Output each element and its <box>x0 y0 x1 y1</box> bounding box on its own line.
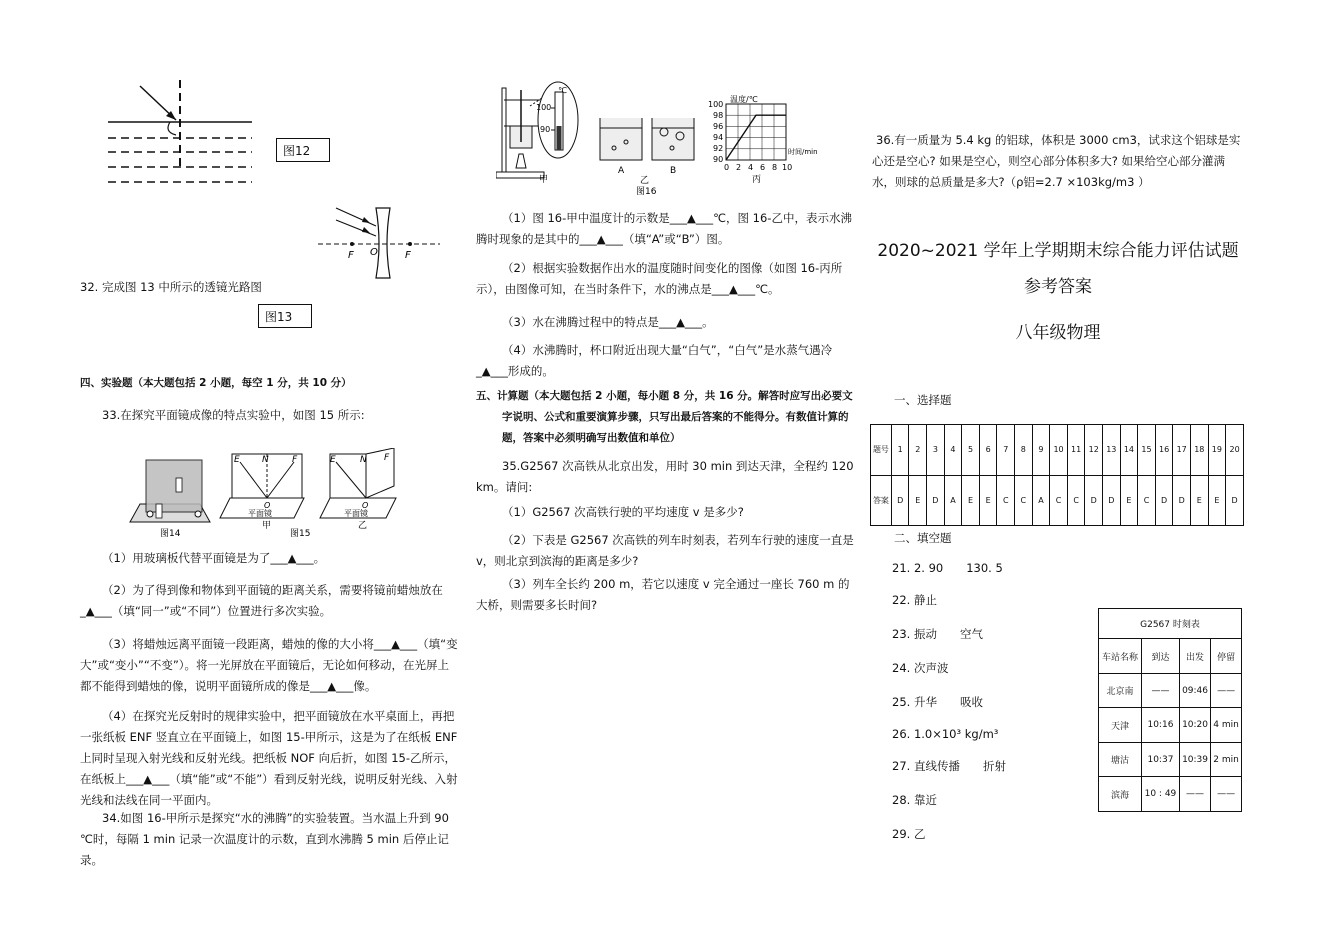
answer-table-answer: D <box>1173 475 1191 526</box>
timetable-cell: 09:46 <box>1179 673 1210 708</box>
graph-x-tick-3: 6 <box>760 163 766 172</box>
fill-answer-22: 22. 静止 <box>892 593 937 607</box>
answer-table-question-number: 11 <box>1067 425 1085 476</box>
question-35-3: （3）列车全长约 200 m，若它以速度 v 完全通过一座长 760 m 的大桥，则需要多长时间? <box>476 577 850 612</box>
question-33-1: （1）用玻璃板代替平面镜是为了___▲___。 <box>102 551 326 565</box>
answer-table-question-number: 14 <box>1120 425 1138 476</box>
fill-answer-23: 23. 振动 空气 <box>892 627 983 641</box>
answer-table-answer: A <box>1032 475 1050 526</box>
answer-table-answer: C <box>1050 475 1068 526</box>
answer-table-question-number: 19 <box>1208 425 1226 476</box>
graph-x-tick-1: 2 <box>736 163 742 172</box>
figure-12-label: 图12 <box>276 138 330 162</box>
svg-text:N: N <box>262 455 269 465</box>
lens-focus-right-label: F <box>405 250 411 261</box>
answer-table-question-number: 3 <box>927 425 945 476</box>
answer-table-question-number: 7 <box>997 425 1015 476</box>
graph-y-tick-4: 98 <box>713 111 724 120</box>
answer-table-question-number: 16 <box>1155 425 1173 476</box>
figure-13-label: 图13 <box>258 304 312 328</box>
part-1-heading: 一、选择题 <box>894 393 952 407</box>
answer-table-answer: C <box>1138 475 1156 526</box>
timetable-cell: 北京南 <box>1099 673 1142 708</box>
answer-table-question-number: 4 <box>944 425 962 476</box>
svg-text:O: O <box>264 501 271 510</box>
answer-table-answer: E <box>1120 475 1138 526</box>
timetable-cell: 10:37 <box>1142 742 1180 777</box>
graph-y-tick-3: 96 <box>713 122 724 131</box>
question-35-1: （1）G2567 次高铁行驶的平均速度 v 是多少? <box>502 505 744 519</box>
timetable-row <box>1099 708 1242 743</box>
timetable-cell: —— <box>1142 673 1180 708</box>
answer-table-answer: E <box>962 475 980 526</box>
figure-16-diagram <box>496 80 826 195</box>
fill-answer-24: 24. 次声波 <box>892 661 949 675</box>
svg-text:F: F <box>292 455 298 465</box>
graph-x-tick-5: 10 <box>782 163 793 172</box>
question-34: 34.如图 16-甲所示是探究“水的沸腾”的实验装置。当水温上升到 90 ℃时，每隔 1 min 记录一次温度计的示数，直到水沸腾 5 min 后停止记录。 <box>80 811 449 867</box>
timetable-cell: —— <box>1179 777 1210 812</box>
answer-table-question-number: 15 <box>1138 425 1156 476</box>
figure-16-jia-caption: 甲 <box>539 175 549 185</box>
question-33-4: （4）在探究光反射时的规律实验中，把平面镜放在水平桌面上，再把一张纸板 ENF 竖直立在平面镜上，如图 15-甲所示，这是为了在纸板 ENF 上同时呈现入射光线和反射光线。把纸板 NOF 向后折，如图 15-乙所示，在纸板上___▲___（填“能”或“不能”）看到反射光线，说明反射光线、入射光线和法线在同一平面内。 <box>80 709 458 807</box>
question-33-3: （3）将蜡烛远离平面镜一段距离，蜡烛的像的大小将___▲___（填“变大”或“变小”“不变”）。将一光屏放在平面镜后，无论如何移动，在光屏上都不能得到蜡烛的像，说明平面镜所成的像是___▲___像。 <box>80 637 458 693</box>
figure-16-b-label: B <box>670 166 677 176</box>
answer-subject: 八年级物理 <box>1015 323 1101 343</box>
graph-y-axis-label: 温度/℃ <box>730 95 758 104</box>
graph-x-axis-label: 时间/min <box>788 148 818 156</box>
fill-answer-21: 21. 2. 90 130. 5 <box>892 561 1003 575</box>
answer-table-answer: D <box>927 475 945 526</box>
svg-text:E: E <box>234 455 240 465</box>
graph-y-tick-0: 90 <box>713 155 724 164</box>
answer-table-answer: D <box>1226 475 1244 526</box>
figure-16-caption: 图16 <box>636 187 657 195</box>
answer-table-answer: D <box>1085 475 1103 526</box>
figure-16-yi-caption: 乙 <box>640 176 650 186</box>
answer-table-question-number: 12 <box>1085 425 1103 476</box>
thermometer-unit: ℃ <box>558 86 567 95</box>
answer-table-question-number: 1 <box>891 425 909 476</box>
figure-16-bing-caption: 丙 <box>752 175 762 185</box>
question-34-4: （4）水沸腾时，杯口附近出现大量“白气”，“白气”是水蒸气遇冷_▲___形成的。 <box>476 343 833 378</box>
svg-text:E: E <box>330 455 336 465</box>
question-35: 35.G2567 次高铁从北京出发，用时 30 min 到达天津，全程约 120 km。请问: <box>476 459 854 494</box>
timetable-cell: 10:16 <box>1142 708 1180 743</box>
timetable-cell: 滨海 <box>1099 777 1142 812</box>
question-36: 36.有一质量为 5.4 kg 的铝球，体积是 3000 cm3，试求这个铝球是实心还是空心? 如果是空心，则空心部分体积多大? 如果给空心部分灌满水，则球的总质量是多大?（ρ铝=2.7 ×103kg/m3 ） <box>872 133 1241 189</box>
answer-subtitle: 参考答案 <box>1024 277 1092 297</box>
answer-table-question-number: 9 <box>1032 425 1050 476</box>
timetable-cell: 天津 <box>1099 708 1142 743</box>
answer-table-answer: C <box>1015 475 1033 526</box>
answer-table-answer: D <box>891 475 909 526</box>
figure-15-jia-caption: 甲 <box>262 521 272 531</box>
answer-table-question-number: 10 <box>1050 425 1068 476</box>
timetable-cell: 2 min <box>1211 742 1242 777</box>
answer-table-answer: A <box>944 475 962 526</box>
thermometer-90-label: 90 <box>540 125 551 134</box>
lens-center-label: O <box>370 247 378 258</box>
answer-table-question-number: 17 <box>1173 425 1191 476</box>
timetable-header: 到达 <box>1142 639 1180 674</box>
answer-table-question-number: 5 <box>962 425 980 476</box>
answer-table-answer: C <box>1067 475 1085 526</box>
answer-table <box>870 424 1244 526</box>
answer-table-answer: E <box>909 475 927 526</box>
svg-text:O: O <box>362 501 369 510</box>
answer-table-answer: C <box>997 475 1015 526</box>
timetable-header: 出发 <box>1179 639 1210 674</box>
graph-x-tick-2: 4 <box>748 163 754 172</box>
figure-12-diagram <box>100 80 260 190</box>
figure-16-a-label: A <box>618 166 625 176</box>
answer-table-question-number: 13 <box>1103 425 1121 476</box>
thermometer-100-label: 100 <box>536 103 552 112</box>
answer-table-row2-head: 答案 <box>871 475 892 526</box>
graph-y-tick-2: 94 <box>713 133 724 142</box>
timetable-cell: 10 : 49 <box>1142 777 1180 812</box>
lens-focus-left-label: F <box>348 250 354 261</box>
answer-table-answer: D <box>1155 475 1173 526</box>
figure-13-lens-diagram <box>318 202 440 282</box>
timetable-row <box>1099 777 1242 812</box>
timetable-cell: 10:20 <box>1179 708 1210 743</box>
timetable-header: 停留 <box>1211 639 1242 674</box>
figure-15-caption: 图15 <box>290 529 311 539</box>
answer-table-answer: E <box>1208 475 1226 526</box>
figure-14-caption: 图14 <box>160 529 181 539</box>
timetable-cell: 4 min <box>1211 708 1242 743</box>
fill-answer-27: 27. 直线传播 折射 <box>892 759 1006 773</box>
timetable-row <box>1099 673 1242 708</box>
answer-title: 2020~2021 学年上学期期末综合能力评估试题 <box>877 241 1239 261</box>
part-2-heading: 二、填空题 <box>894 531 952 545</box>
question-34-1: （1）图 16-甲中温度计的示数是___▲___℃，图 16-乙中，表示水沸腾时现象的是其中的___▲___（填“A”或“B”）图。 <box>476 211 852 246</box>
timetable-header: 车站名称 <box>1099 639 1142 674</box>
fill-answer-25: 25. 升华 吸收 <box>892 695 983 709</box>
question-33-2: （2）为了得到像和物体到平面镜的距离关系，需要将镜前蜡烛放在_▲___（填“同一”或“不同”）位置进行多次实验。 <box>80 583 443 618</box>
answer-table-question-number: 20 <box>1226 425 1244 476</box>
graph-x-tick-0: 0 <box>724 163 730 172</box>
graph-y-tick-1: 92 <box>713 144 724 153</box>
figure-15-mirror-label-jia: 平面镜 <box>248 509 272 518</box>
svg-text:F: F <box>384 453 390 463</box>
answer-table-question-number: 6 <box>979 425 997 476</box>
question-35-2: （2）下表是 G2567 次高铁的列车时刻表，若列车行驶的速度一直是 v，则北京到滨海的距离是多少? <box>476 533 854 568</box>
answer-table-question-number: 8 <box>1015 425 1033 476</box>
timetable-cell: 10:39 <box>1179 742 1210 777</box>
question-33: 33.在探究平面镜成像的特点实验中，如图 15 所示: <box>102 408 365 422</box>
figure-14-15-diagram <box>122 448 412 542</box>
question-34-3: （3）水在沸腾过程中的特点是___▲___。 <box>502 315 714 329</box>
timetable-cell: —— <box>1211 673 1242 708</box>
answer-table-question-number: 2 <box>909 425 927 476</box>
fill-answer-28: 28. 靠近 <box>892 793 937 807</box>
fill-answer-29: 29. 乙 <box>892 827 926 841</box>
question-34-2: （2）根据实验数据作出水的温度随时间变化的图像（如图 16-丙所示），由图像可知，在当时条件下，水的沸点是___▲___℃。 <box>476 261 843 296</box>
fill-answer-26: 26. 1.0×10³ kg/m³ <box>892 727 999 741</box>
question-32: 32. 完成图 13 中所示的透镜光路图 <box>80 280 262 294</box>
answer-table-answer: D <box>1103 475 1121 526</box>
section-5-heading: 五、计算题（本大题包括 2 小题，每小题 8 分，共 16 分。解答时应写出必要文字说明、公式和重要演算步骤，只写出最后答案的不能得分。有数值计算的题，答案中必须明确写出数值和单位） <box>476 390 853 444</box>
svg-text:N: N <box>360 455 367 465</box>
answer-table-question-number: 18 <box>1190 425 1208 476</box>
figure-15-yi-caption: 乙 <box>358 521 368 531</box>
graph-x-tick-4: 8 <box>772 163 778 172</box>
answer-table-answer: E <box>1190 475 1208 526</box>
timetable-cell: —— <box>1211 777 1242 812</box>
section-4-heading: 四、实验题（本大题包括 2 小题，每空 1 分，共 10 分） <box>80 377 352 389</box>
timetable-cell: 塘沽 <box>1099 742 1142 777</box>
timetable <box>1098 608 1242 812</box>
timetable-title: G2567 时刻表 <box>1099 609 1242 639</box>
graph-y-tick-5: 100 <box>708 100 724 109</box>
figure-15-mirror-label-yi: 平面镜 <box>344 509 368 518</box>
timetable-row <box>1099 742 1242 777</box>
answer-table-answer: E <box>979 475 997 526</box>
answer-table-row1-head: 题号 <box>871 425 892 476</box>
